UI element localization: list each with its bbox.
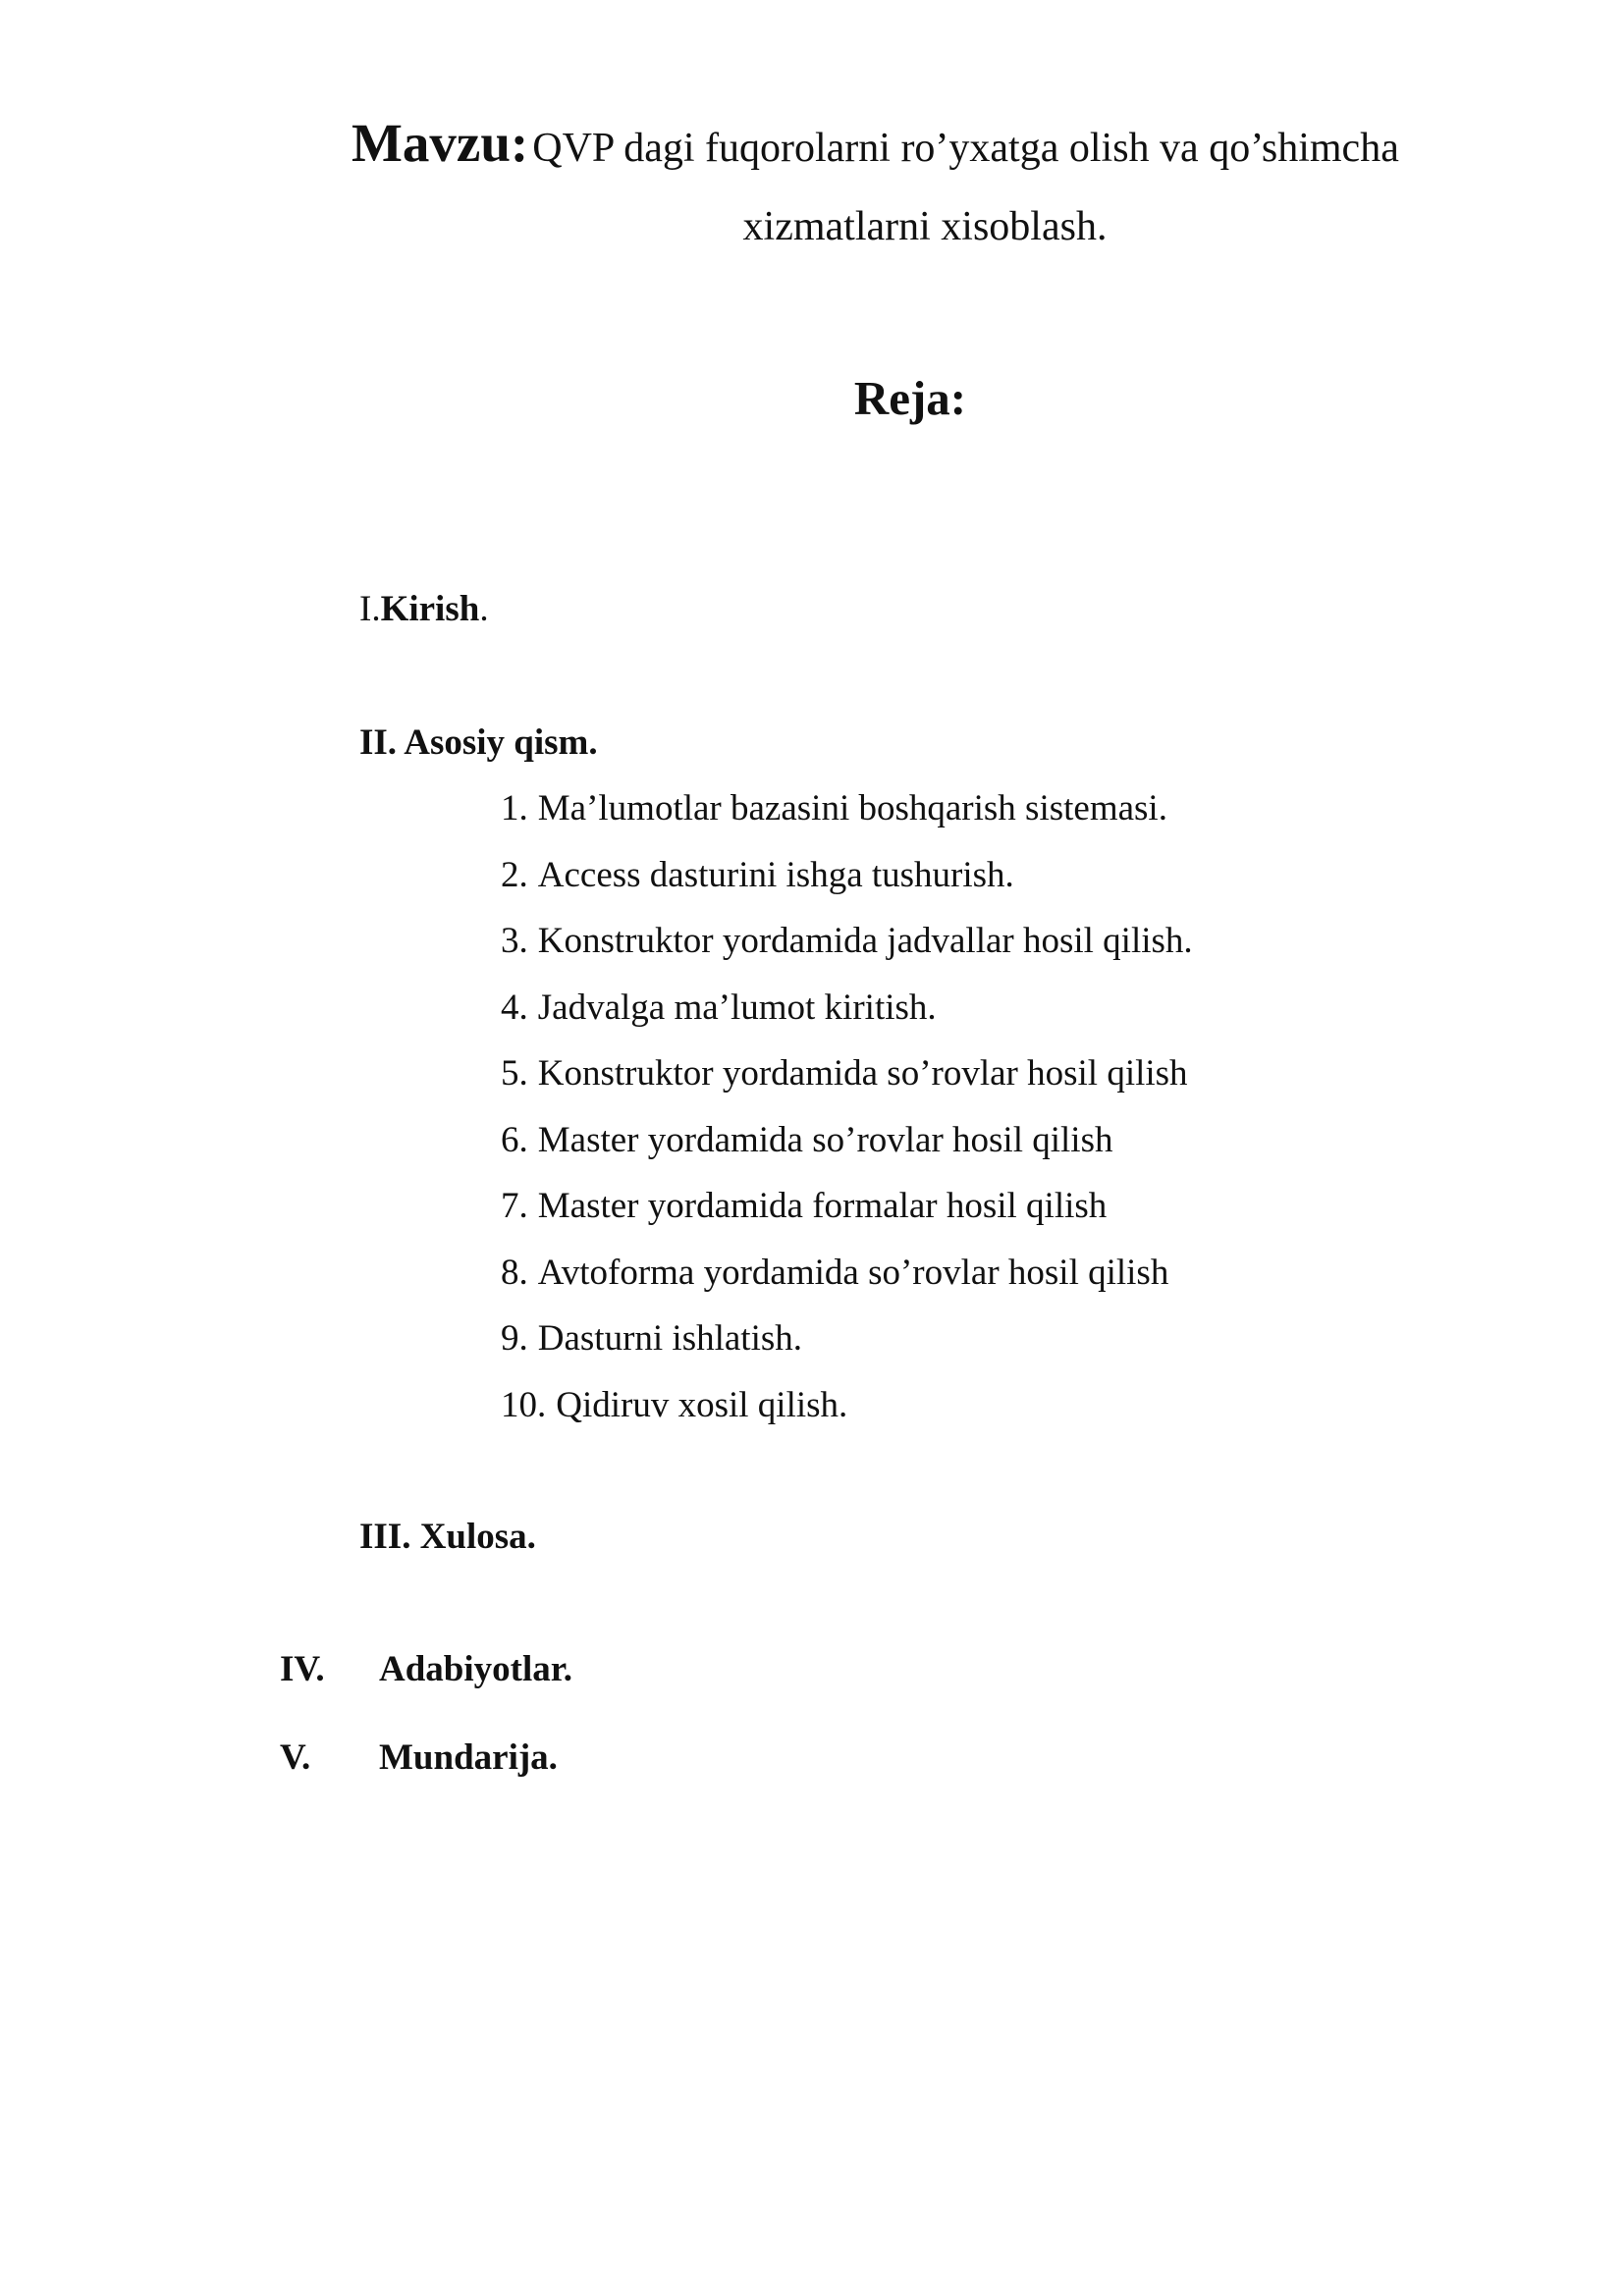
- list-item-number: 10.: [501, 1384, 547, 1425]
- list-item: [501, 1055, 1193, 1122]
- contents-number: V.: [280, 1737, 311, 1778]
- title-text-line-2: xizmatlarni xisoblash.: [742, 204, 1108, 249]
- list-item: [501, 1252, 1193, 1321]
- main-part-heading: II. Asosiy qism.: [359, 722, 598, 763]
- list-item-number: 5.: [501, 1053, 528, 1094]
- list-item-text: Master yordamida formalar hosil qilish: [537, 1186, 1108, 1226]
- literature-label: Adabiyotlar.: [379, 1649, 573, 1689]
- list-item: [501, 1384, 1193, 1454]
- list-item-number: 2.: [501, 854, 528, 895]
- list-item-text: Qidiruv xosil qilish.: [556, 1384, 848, 1425]
- list-item: [501, 1320, 1193, 1387]
- list-item-text: Konstruktor yordamida so’rovlar hosil qilish: [537, 1053, 1188, 1094]
- intro-item: [359, 591, 489, 627]
- plan-heading: Reja:: [853, 371, 967, 425]
- conclusion-heading: III. Xulosa.: [359, 1517, 536, 1557]
- intro-number: I.: [359, 589, 381, 629]
- list-item-text: Konstruktor yordamida jadvallar hosil qilish.: [537, 921, 1193, 961]
- intro-label: Kirish: [380, 589, 480, 629]
- title-line-1: [352, 113, 1399, 173]
- list-item: [501, 923, 1193, 989]
- list-item-text: Access dasturini ishga tushurish.: [537, 854, 1014, 895]
- list-item: [501, 790, 1193, 857]
- list-item: [501, 989, 1193, 1056]
- list-item-text: Ma’lumotlar bazasini boshqarish sistemasi.: [537, 788, 1167, 828]
- list-item-number: 4.: [501, 987, 528, 1028]
- literature-item: [280, 1651, 572, 1687]
- list-item-number: 6.: [501, 1119, 528, 1160]
- list-item-number: 9.: [501, 1318, 528, 1359]
- intro-suffix: .: [479, 589, 489, 629]
- contents-item: [280, 1739, 558, 1776]
- list-item-text: Dasturni ishlatish.: [537, 1318, 803, 1359]
- list-item: [501, 854, 1193, 924]
- contents-label: Mundarija.: [379, 1737, 558, 1778]
- list-item-number: 3.: [501, 921, 528, 961]
- list-item-number: 7.: [501, 1186, 528, 1226]
- list-item-text: Avtoforma yordamida so’rovlar hosil qilish: [537, 1252, 1169, 1293]
- list-item-text: Master yordamida so’rovlar hosil qilish: [537, 1119, 1113, 1160]
- literature-number: IV.: [280, 1649, 325, 1689]
- title-label: Mavzu:: [352, 113, 529, 173]
- title-text-line-1: QVP dagi fuqorolarni ro’yxatga olish va qo’shimcha: [532, 126, 1399, 171]
- list-item-text: Jadvalga ma’lumot kiritish.: [537, 987, 937, 1028]
- list-item-number: 1.: [501, 788, 528, 828]
- list-item: [501, 1119, 1193, 1189]
- list-item: [501, 1188, 1193, 1255]
- main-part-list: [501, 790, 1193, 1453]
- list-item-number: 8.: [501, 1252, 528, 1293]
